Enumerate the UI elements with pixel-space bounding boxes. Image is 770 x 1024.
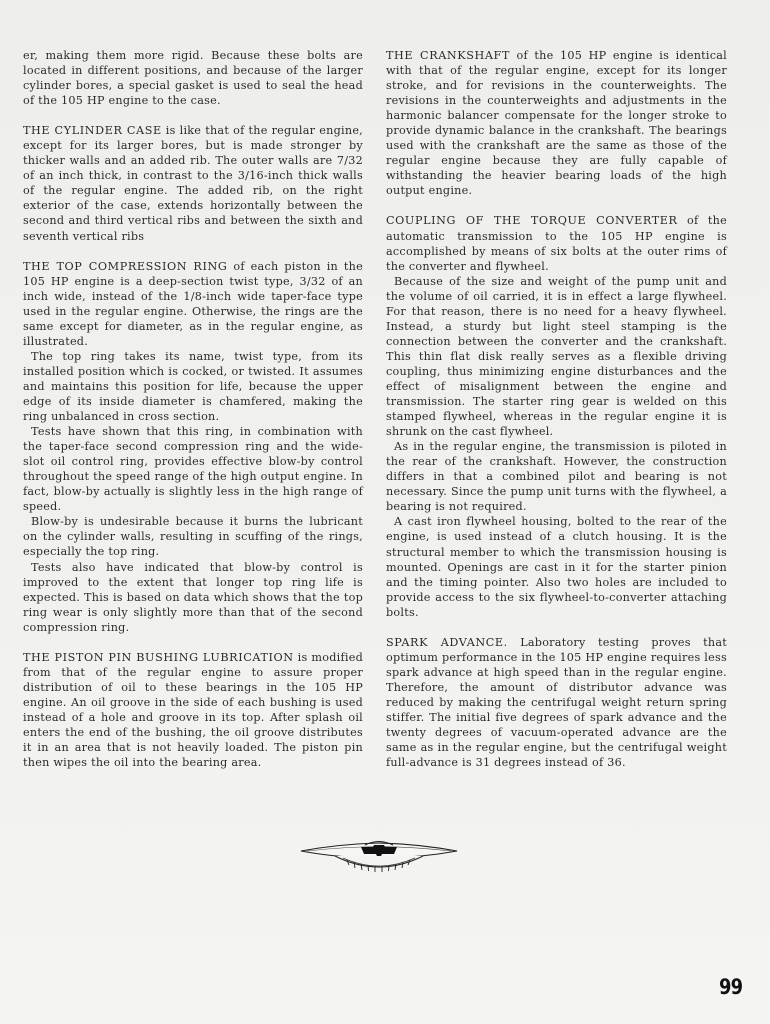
paragraph-blow-by bbox=[23, 514, 363, 559]
paragraph-piston-pin-bushing bbox=[23, 650, 363, 770]
right-column bbox=[386, 48, 727, 770]
paragraph-flywheel-housing bbox=[386, 514, 727, 619]
section-heading-cylinder-case: THE CYLINDER CASE bbox=[23, 124, 162, 138]
section-heading-spark-advance: SPARK ADVANCE. bbox=[386, 635, 508, 649]
paragraph-text: of the automatic transmission to the 105 HP engine is accomplished by means of six bolts at the outer rims of the converter and flywheel. bbox=[386, 214, 727, 273]
paragraph-text: is modified from that of the regular engine to assure proper distribution of oil to these bearings in the 105 HP engine. An oil groove in the side of each bushing is used instead of a hole and groove in its top. After splash oil enters the end of the bushing, the oil groove distributes it in an area that is not heavily loaded. The piston pin then wipes the oil into the bearing area. bbox=[23, 650, 363, 770]
paragraph-cylinder-case bbox=[23, 123, 363, 243]
paragraph-text: Blow-by is undesirable because it burns the lubricant on the cylinder walls, resulting in scuffing of the rings, especially the top ring. bbox=[23, 515, 363, 559]
left-column bbox=[23, 48, 363, 770]
paragraph-text: Laboratory testing proves that optimum performance in the 105 HP engine requires less spark advance at high speed than in the regular engine. Therefore, the amount of distributor advance was reduced by making the centrifugal weight return spring stiffer. The initial five degrees of spark advance and the twenty degrees of vacuum-operated advance are the same as in the regular engine, but the centrifugal weight full-advance is 31 degrees instead of 36. bbox=[386, 635, 727, 770]
paragraph-text: of each piston in the 105 HP engine is a deep-section twist type, 3/32 of an inch wide, instead of the 1/8-inch wide taper-face type used in the regular engine. Otherwise, the rings are the same except for diameter, as in the regular engine, as illustrated. bbox=[23, 259, 364, 348]
section-heading-piston-pin-bushing: THE PISTON PIN BUSHING LUBRICATION bbox=[23, 650, 294, 664]
paragraph-text: of the 105 HP engine is identical with that of the regular engine, except for its longer stroke, and for revisions in the counterweights. The revisions in the counterweights and adjustments in the harmonic balancer compensate for the longer stroke to provide dynamic balance in the crankshaft. The bearings used with the crankshaft are the same as those of the regular engine because they are fully capable of withstanding the heavier bearing loads of the high output engine. bbox=[386, 49, 727, 198]
paragraph-text: As in the regular engine, the transmission is piloted in the rear of the crankshaft. However, the construction differs in that a combined pilot and bearing is not necessary. Since the pump unit turns with the flywheel, a bearing is not required. bbox=[386, 440, 727, 514]
paragraph-text: Tests also have indicated that blow-by control is improved to the extent that longer top ring life is expected. This is based on data which shows that the top ring wear is only slightly more than that of the second compression ring. bbox=[23, 560, 363, 634]
paragraph-text: The top ring takes its name, twist type, from its installed position which is cocked, or twisted. It assumes and maintains this position for life, because the upper edge of its inside diameter is chamfered, making the ring unbalanced in cross section. bbox=[23, 349, 363, 424]
paragraph-gasket bbox=[23, 48, 363, 108]
paragraph-text: A cast iron flywheel housing, bolted to the rear of the engine, is used instead of a clutch housing. It is the structural member to which the transmission housing is mounted. Openings are cast in it for the starter pinion and the timing pointer. Also two holes are included to provide access to the six flywheel-to-converter attaching bolts. bbox=[386, 515, 727, 619]
paragraph-text: Tests have shown that this ring, in combination with the taper-face second compression ring and the wide-slot oil control ring, provides effective blow-by control throughout the speed range of the high output engine. In fact, blow-by actually is slightly less in the high range of speed. bbox=[23, 425, 363, 514]
paragraph-twist-type bbox=[23, 349, 363, 424]
section-heading-top-compression-ring: THE TOP COMPRESSION RING bbox=[23, 259, 228, 273]
paragraph-spark-advance bbox=[386, 635, 727, 770]
paragraph-top-compression-ring bbox=[23, 259, 363, 349]
section-heading-crankshaft: THE CRANKSHAFT bbox=[386, 49, 510, 62]
section-heading-torque-converter: COUPLING OF THE TORQUE CONVERTER bbox=[386, 214, 678, 228]
chevrolet-bowtie-wing-emblem-icon bbox=[299, 834, 459, 878]
paragraph-tests-shown bbox=[23, 424, 363, 514]
paragraph-text: is like that of the regular engine, except for its larger bores, but is made stronger by thicker walls and an added rib. The outer walls are 7/32 of an inch thick, in contrast to the 3/16-inch thick walls of the regular engine. The added rib, on the right exterior of the case, extends horizontally between the second and third vertical ribs and between the sixth and seventh vertical ribs bbox=[23, 124, 363, 243]
paragraph-piloted bbox=[386, 439, 727, 514]
paragraph-text: Because of the size and weight of the pump unit and the volume of oil carried, it is in effect a large flywheel. For that reason, there is no need for a heavy flywheel. Instead, a sturdy but light steel stamping is the connection between the converter and the crankshaft. This thin flat disk really serves as a flexible driving coupling, thus minimizing engine disturbances and the effect of misalignment between the engine and transmission. The starter ring gear is welded on this stamped flywheel, whereas in the regular engine it is shrunk on the cast flywheel. bbox=[386, 274, 727, 439]
paragraph-text: er, making them more rigid. Because these bolts are located in different positions, and because of the larger cylinder bores, a special gasket is used to seal the head of the 105 HP engine to the case. bbox=[23, 49, 363, 108]
paragraph-crankshaft bbox=[386, 48, 727, 198]
paragraph-flywheel bbox=[386, 274, 727, 440]
page-number: 99 bbox=[719, 975, 743, 999]
paragraph-tests-indicated bbox=[23, 560, 363, 635]
paragraph-torque-converter bbox=[386, 213, 727, 273]
